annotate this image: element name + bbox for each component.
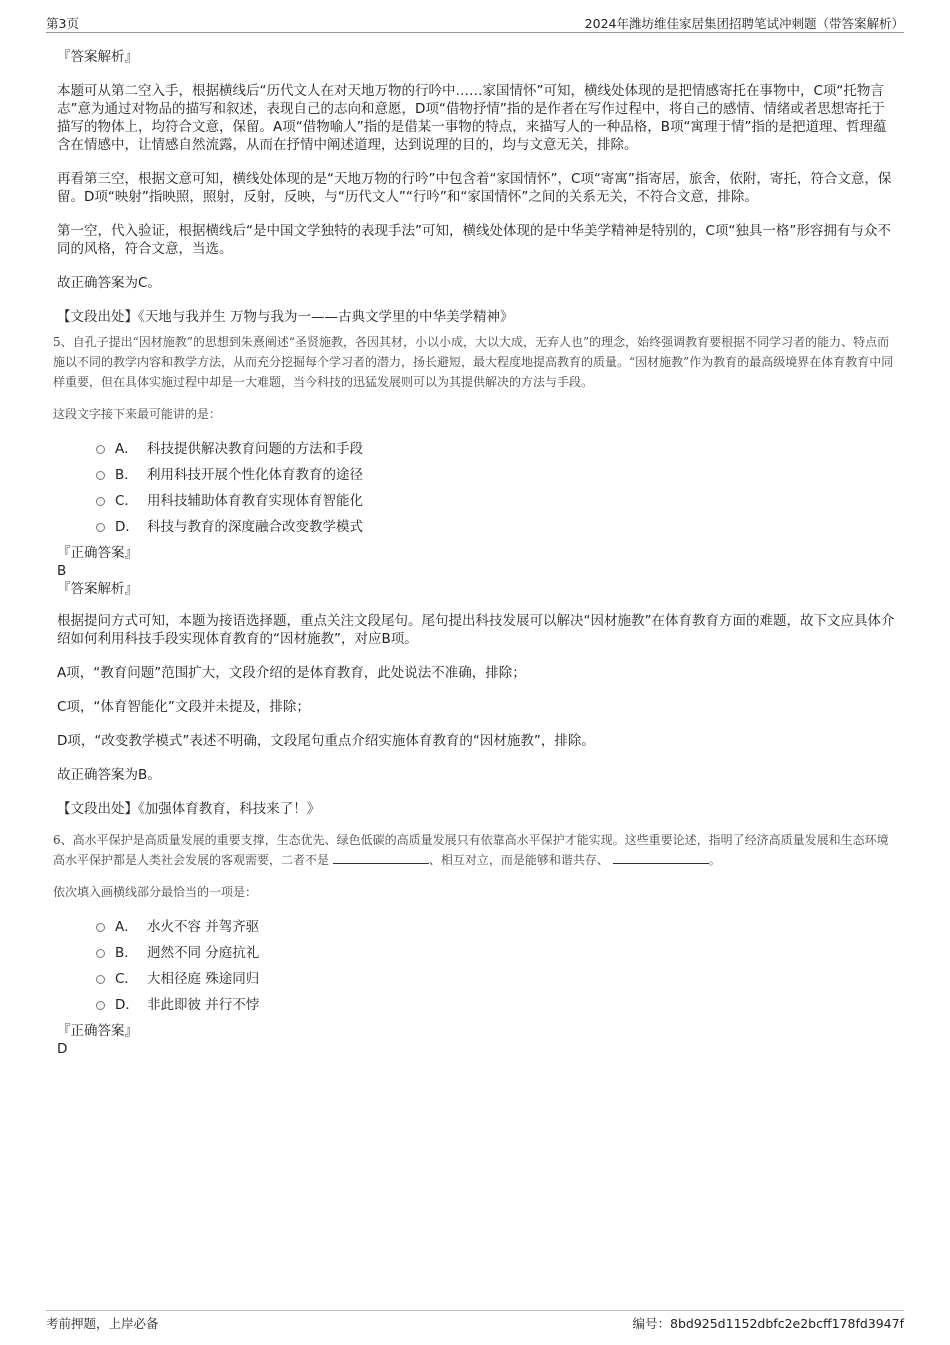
question-5-text: 5、自孔子提出“因材施教”的思想到朱熹阐述“圣贤施教，各因其材，小以小成，大以大成，无弃人也”的理念，始终强调教育要根据不同学习者的能力、特点而施以不同的教学内容和教学方法，从而充分挖掘每个学习者的潜力，扬长避短，最大程度地提高教育的质量。“因材施教”作为教育的最高级境界在体育教育中同样重要，但在具体实施过程中却是一大难题，当今科技的迅猛发展则可以为其提供解决的方法与手段。	[53, 335, 894, 389]
question-5-answer-label: 『正确答案』	[57, 545, 138, 561]
page-header	[46, 12, 904, 33]
option-text: 非此即彼 并行不悖	[147, 997, 260, 1013]
question-5-source: 【文段出处】《加强体育教育，科技来了！》	[57, 801, 321, 817]
option-a[interactable]	[57, 914, 897, 940]
document-code: 编号：8bd925d1152dbfc2e2bcff178fd3947f	[632, 1316, 904, 1331]
question-6-answer: D	[57, 1041, 68, 1057]
option-letter: D．	[115, 997, 139, 1013]
option-letter: D．	[115, 519, 139, 535]
option-text: 迥然不同 分庭抗礼	[147, 945, 260, 961]
option-b[interactable]	[57, 462, 897, 488]
question-6-text-part1: 6、高水平保护是高质量发展的重要支撑，生态优先、绿色低碳的高质量发展只有依靠高水平保护才能实现。这些重要论述，指明了经济高质量发展和生态环境高水平保护都是人类社会发展的客观需要，二者不是	[53, 833, 889, 867]
option-text: 利用科技开展个性化体育教育的途径	[147, 467, 363, 483]
document-body	[53, 46, 897, 1058]
option-text: 科技与教育的深度融合改变教学模式	[147, 519, 363, 535]
question-5-analysis-2: A项，“教育问题”范围扩大，文段介绍的是体育教育，此处说法不准确，排除；	[57, 665, 526, 681]
page-number: 第3页	[46, 16, 79, 31]
radio-icon[interactable]	[96, 497, 105, 506]
radio-icon[interactable]	[96, 949, 105, 958]
question-5-prompt: 这段文字接下来最可能讲的是：	[53, 407, 222, 421]
radio-icon[interactable]	[96, 923, 105, 932]
blank-2	[613, 851, 709, 864]
option-letter: C．	[115, 971, 138, 987]
prev-source: 【文段出处】《天地与我并生 万物与我为一——古典文学里的中华美学精神》	[57, 309, 514, 325]
question-5-options	[57, 436, 897, 540]
option-c[interactable]	[57, 966, 897, 992]
option-letter: B．	[115, 945, 138, 961]
option-letter: C．	[115, 493, 138, 509]
question-5-conclusion: 故正确答案为B。	[57, 767, 161, 783]
question-5-analysis-3: C项，“体育智能化”文段并未提及，排除；	[57, 699, 310, 715]
radio-icon[interactable]	[96, 523, 105, 532]
prev-analysis-paragraph-2: 再看第三空，根据文意可知，横线处体现的是“天地万物的行吟”中包含着“家国情怀”，C项“寄寓”指寄居，旅舍，依附，寄托，符合文意，保留。D项“映射”指映照，照射，反射，反映，与“历代文人”“行吟”和“家国情怀”之间的关系无关，不符合文意，排除。	[57, 171, 892, 205]
option-letter: A．	[115, 919, 138, 935]
radio-icon[interactable]	[96, 471, 105, 480]
radio-icon[interactable]	[96, 445, 105, 454]
option-text: 水火不容 并驾齐驱	[147, 919, 260, 935]
question-6-options	[57, 914, 897, 1018]
option-letter: A．	[115, 441, 138, 457]
question-5-analysis-4: D项，“改变教学模式”表述不明确，文段尾句重点介绍实施体育教育的“因材施教”，排除。	[57, 733, 595, 749]
question-6-text-part3: 。	[708, 853, 721, 867]
radio-icon[interactable]	[96, 1001, 105, 1010]
prev-analysis-conclusion: 故正确答案为C。	[57, 275, 161, 291]
question-5-analysis-label: 『答案解析』	[57, 581, 138, 597]
page-footer	[46, 1310, 904, 1331]
question-6-prompt: 依次填入画横线部分最恰当的一项是：	[53, 885, 258, 899]
option-d[interactable]	[57, 992, 897, 1018]
prev-analysis-paragraph-3: 第一空，代入验证，根据横线后“是中国文学独特的表现手法”可知，横线处体现的是中华美学精神是特别的，C项“独具一格”形容拥有与众不同的风格，符合文意，当选。	[57, 223, 891, 257]
question-5-answer: B	[57, 563, 67, 579]
radio-icon[interactable]	[96, 975, 105, 984]
prev-analysis-paragraph-1: 本题可从第二空入手，根据横线后“历代文人在对天地万物的行吟中……家国情怀”可知，横线处体现的是把情感寄托在事物中，C项“托物言志”意为通过对物品的描写和叙述，表现自己的志向和意愿，D项“借物抒情”指的是作者在写作过程中，将自己的感情、情绪或者思想寄托于描写的物体上，均符合文意，保留。A项“借物喻人”指的是借某一事物的特点，来描写人的一种品格，B项“寓理于情”指的是把道理、哲理蕴含在情感中，让情感自然流露，从而在抒情中阐述道理，达到说理的目的，均与文意无关，排除。	[57, 83, 887, 153]
question-6-text	[53, 830, 897, 870]
option-text: 科技提供解决教育问题的方法和手段	[147, 441, 363, 457]
option-text: 大相径庭 殊途同归	[147, 971, 260, 987]
prev-analysis-label: 『答案解析』	[57, 49, 138, 65]
option-b[interactable]	[57, 940, 897, 966]
blank-1	[333, 851, 429, 864]
option-letter: B．	[115, 467, 138, 483]
option-d[interactable]	[57, 514, 897, 540]
question-5-analysis-1: 根据提问方式可知，本题为接语选择题，重点关注文段尾句。尾句提出科技发展可以解决“因材施教”在体育教育方面的难题，故下文应具体介绍如何利用科技手段实现体育教育的“因材施教”，对应B项。	[57, 613, 895, 647]
question-6-answer-label: 『正确答案』	[57, 1023, 138, 1039]
document-title: 2024年潍坊维佳家居集团招聘笔试冲刺题（带答案解析）	[584, 16, 904, 31]
option-c[interactable]	[57, 488, 897, 514]
option-text: 用科技辅助体育教育实现体育智能化	[147, 493, 363, 509]
option-a[interactable]	[57, 436, 897, 462]
footer-slogan: 考前押题，上岸必备	[46, 1316, 159, 1331]
question-6-text-part2: 、相互对立，而是能够和谐共存、	[428, 853, 609, 867]
